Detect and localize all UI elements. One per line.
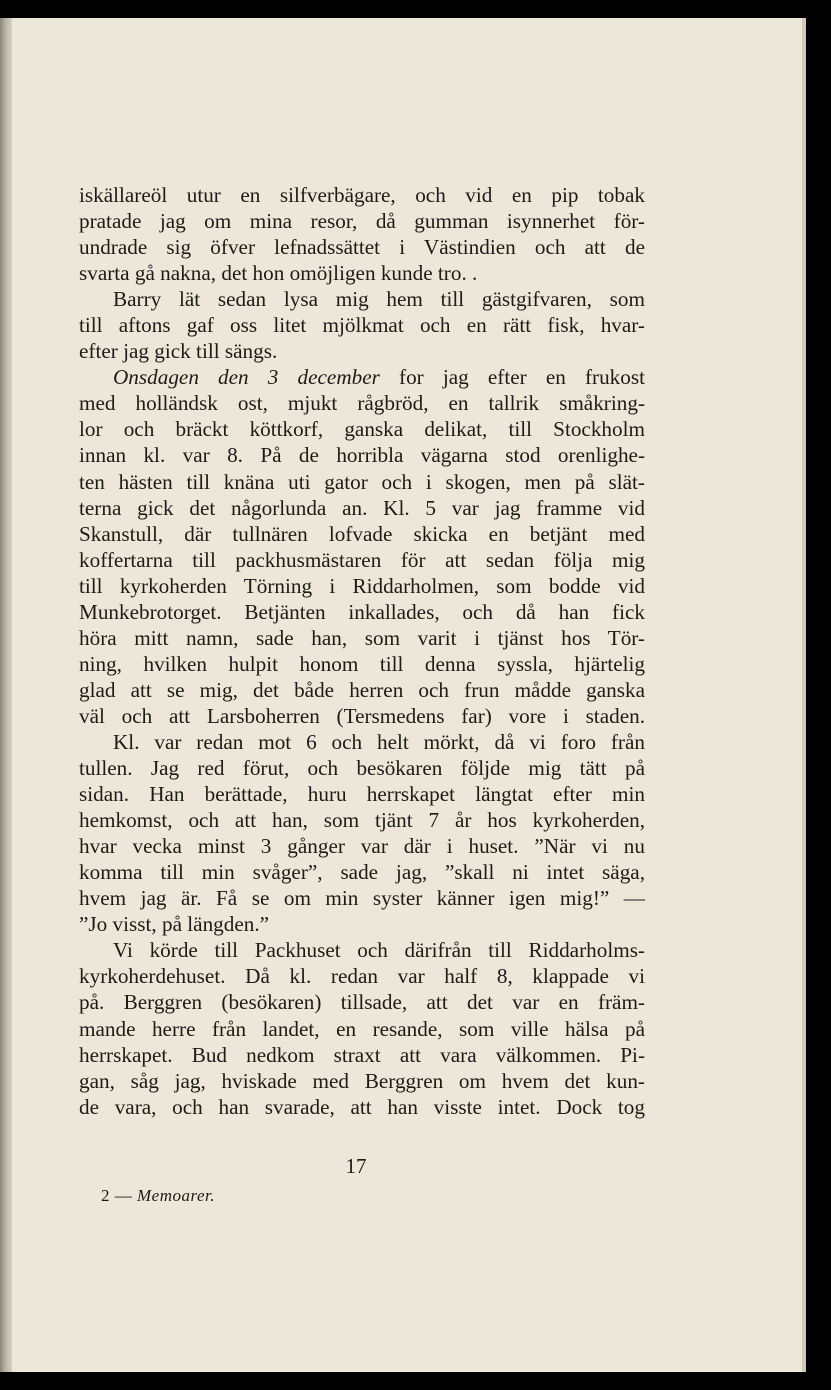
text-fragment: for jag efter en frukost (399, 365, 645, 390)
text-line: svarta gå nakna, det hon omöjligen kunde tro. . (79, 261, 478, 286)
text-line: komma till min svåger”, sade jag, ”skall ni intet säga, (79, 860, 645, 885)
text-line: glad att se mig, det både herren och frun mådde ganska (79, 677, 645, 702)
text-line: hvar vecka minst 3 gånger var där i huset. ”När vi nu (79, 834, 645, 859)
signature-separator: — (114, 1186, 133, 1205)
page-number: 17 (345, 1154, 367, 1178)
text-line: mande herre från landet, en resande, som ville hälsa på (79, 1016, 645, 1041)
text-line: efter jag gick till sängs. (79, 339, 278, 364)
text-line: iskällareöl utur en silfverbägare, och vid en pip tobak (79, 183, 645, 207)
page-edge (802, 18, 806, 1372)
signature-number: 2 (101, 1186, 110, 1205)
text-line: hvem jag är. Få se om min syster känner igen mig!” — (79, 886, 645, 911)
text-line: till aftons gaf oss litet mjölkmat och en rätt fisk, hvar- (79, 313, 645, 338)
text-line: de vara, och han svarade, att han visste intet. Dock tog (79, 1094, 645, 1119)
text-line: ten hästen till knäna uti gator och i skogen, men på slät- (79, 469, 645, 494)
text-line: herrskapet. Bud nedkom straxt att vara välkommen. Pi- (79, 1042, 645, 1067)
text-line: ”Jo visst, på längden.” (79, 912, 270, 937)
text-line: ning, hvilken hulpit honom till denna syssla, hjärtelig (79, 651, 645, 676)
text-line: väl och att Larsboherren (Tersmedens far) vore i staden. (79, 703, 645, 728)
text-line: till kyrkoherden Törning i Riddarholmen, som bodde vid (79, 573, 645, 598)
text-line: undrade sig öfver lefnadssättet i Västindien och att de (79, 235, 645, 260)
text-line: koffertarna till packhusmästaren för att sedan följa mig (79, 547, 645, 572)
book-page (0, 18, 806, 1372)
text-line: med holländsk ost, mjukt rågbröd, en tallrik småkring- (79, 391, 645, 416)
text-line: tullen. Jag red förut, och besökaren följde mig tätt på (79, 756, 645, 781)
text-line: terna gick det någorlunda an. Kl. 5 var jag framme vid (79, 495, 645, 520)
text-line: på. Berggren (besökaren) tillsade, att det var en främ- (79, 990, 645, 1015)
date-heading: Onsdagen den 3 december (113, 365, 380, 390)
text-line: sidan. Han berättade, huru herrskapet längtat efter min (79, 782, 645, 807)
text-line: Vi körde till Packhuset och därifrån till Riddarholms- (113, 938, 645, 963)
text-line: pratade jag om mina resor, då gumman isynnerhet för- (79, 209, 645, 234)
text-line: lor och bräckt köttkorf, ganska delikat, till Stockholm (79, 417, 645, 442)
body-text (79, 182, 645, 1120)
text-line: Skanstull, där tullnären lofvade skicka en betjänt med (79, 521, 645, 546)
text-line: Kl. var redan mot 6 och helt mörkt, då vi foro från (113, 729, 645, 754)
text-line: gan, såg jag, hviskade med Berggren om hvem det kun- (79, 1068, 645, 1093)
text-line: Munkebrotorget. Betjänten inkallades, och då han fick (79, 599, 645, 624)
text-line: Barry lät sedan lysa mig hem till gästgifvaren, som (113, 287, 645, 312)
text-line: kyrkoherdehuset. Då kl. redan var half 8, klappade vi (79, 964, 645, 989)
text-line: höra mitt namn, sade han, som varit i tjänst hos Tör- (79, 625, 645, 650)
text-line-with-heading (79, 364, 645, 390)
text-line: hemkomst, och att han, som tjänt 7 år hos kyrkoherden, (79, 808, 645, 833)
signature-mark (101, 1186, 215, 1206)
signature-title: Memoarer. (137, 1186, 215, 1205)
page-binding-shadow (0, 18, 12, 1372)
text-line: innan kl. var 8. På de horribla vägarna stod orenlighe- (79, 443, 645, 468)
